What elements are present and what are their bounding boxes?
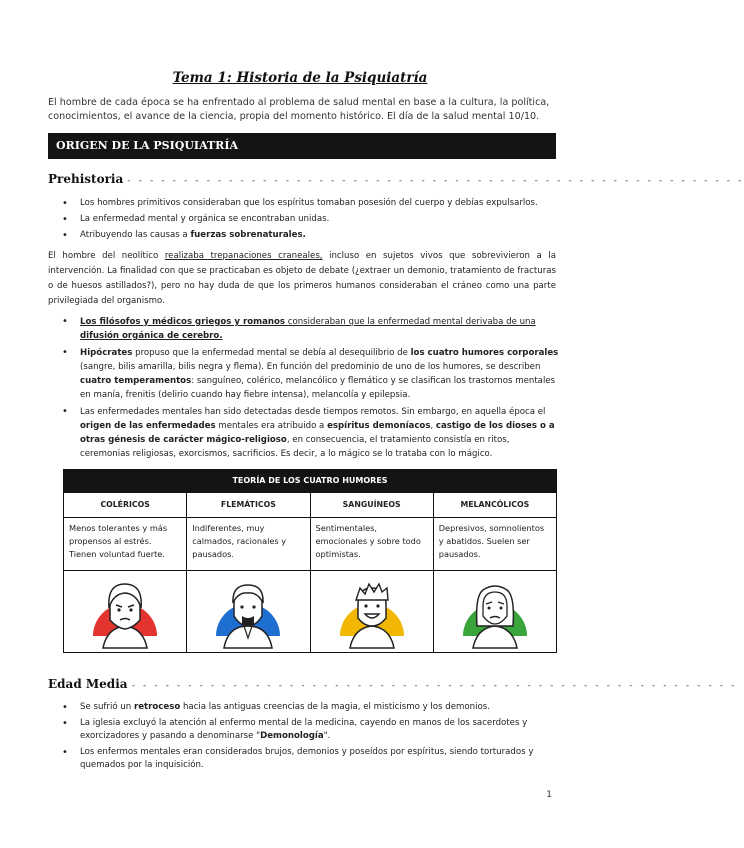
- list-item-text: Las enfermedades mentales han sido detectadas desde tiempos remotos. Sin embargo, en aquella época el: [80, 407, 546, 417]
- list-item: [48, 197, 560, 210]
- column-header: COLÉRICOS: [100, 500, 150, 509]
- list-item: [48, 346, 560, 402]
- list-item-bold: castigo de los dioses o a otras génesis de carácter mágico-religioso: [80, 421, 555, 445]
- list-item-text: , en consecuencia, el tratamiento consistía en ritos, ceremonias religiosas, exorcismos, sacrificios. Es decir, a lo mágico se lo trataba con lo mágico.: [80, 435, 510, 459]
- list-item-bold: retroceso: [133, 702, 181, 712]
- list-item-bold: fuerzas sobrenaturales.: [190, 230, 306, 240]
- prehistoria-heading-text: Prehistoria: [48, 172, 124, 186]
- list-item: [48, 405, 560, 461]
- list-item-text: La enfermedad mental y orgánica se encontraban unidas.: [80, 214, 330, 224]
- para-underlined: realizaba trepanaciones craneales,: [164, 251, 323, 261]
- sad-face-icon: [455, 576, 535, 648]
- table-image-row: [64, 570, 556, 652]
- list-item-text: Los hombres primitivos consideraban que los espíritus tomaban posesión del cuerpo y debías expulsarlos.: [80, 198, 538, 208]
- list-item-bold: espíritus demoníacos: [327, 421, 431, 431]
- column-header: FLEMÁTICOS: [186, 493, 309, 517]
- table-cell: Menos tolerantes y más propensos al estrés. Tienen voluntad fuerte.: [69, 523, 168, 559]
- happy-face-icon: [332, 576, 412, 648]
- list-item-text: propuso que la enfermedad mental se debía al desequilibrio de: [132, 348, 411, 358]
- table-row: [64, 517, 556, 570]
- list-item: [48, 213, 560, 226]
- list-item-bold: los cuatro humores corporales: [410, 348, 559, 358]
- prehistoria-list: [48, 197, 560, 245]
- table-cell: Indiferentes, muy calmados, racionales y pausados.: [186, 518, 309, 570]
- table-title: TEORÍA DE LOS CUATRO HUMORES: [64, 470, 556, 492]
- list-item-text: ,: [430, 421, 436, 431]
- neolitico-paragraph: [48, 249, 556, 309]
- list-item-text: Atribuyendo las causas a: [80, 230, 191, 240]
- list-item-text: (sangre, bilis amarilla, bilis negra y flema). En función del predominio de uno de los humores, se describen: [80, 362, 541, 372]
- edad-media-heading: [48, 677, 737, 691]
- table-cell: [310, 571, 433, 652]
- list-item: [48, 229, 560, 242]
- page-title: Tema 1: Historia de la Psiquiatría: [172, 70, 428, 86]
- table-cell: [433, 571, 556, 652]
- table-header-row: [64, 492, 556, 517]
- dash-rule: - - - - - - - - - - - - - - - - - - - - - - - - - - - - - - - - - - - - - - - - - - - - - - - - - - - - - - -: [127, 176, 744, 186]
- list-item: [48, 701, 560, 714]
- list-item-bold: cuatro temperamentos: [80, 376, 192, 386]
- table-cell: [186, 571, 309, 652]
- column-header: SANGUÍNEOS: [310, 493, 433, 517]
- edad-media-list: [48, 701, 560, 775]
- list-item-bold: Hipócrates: [80, 348, 133, 358]
- list-item-text: Los enfermos mentales eran considerados brujos, demonios y poseídos por espíritus, siendo torturados y quemados por la inquisición.: [80, 747, 534, 770]
- list-item: [48, 315, 560, 343]
- section-heading: ORIGEN DE LA PSIQUIATRÍA: [48, 133, 556, 159]
- list-item-bold: Los filósofos y médicos griegos y romanos: [80, 317, 286, 327]
- angry-face-icon: [85, 576, 165, 648]
- list-item-text: ".: [323, 731, 331, 741]
- griegos-list: [48, 315, 560, 464]
- calm-face-icon: [208, 576, 288, 648]
- list-item: [48, 717, 560, 743]
- list-item-text: Se sufrió un: [80, 702, 134, 712]
- edad-media-heading-text: Edad Media: [48, 677, 128, 691]
- list-item-text: mentales era atribuido a: [215, 421, 328, 431]
- list-item-bold: Demonología: [260, 731, 324, 741]
- list-item-text: hacia las antiguas creencias de la magia, el misticismo y los demonios.: [180, 702, 490, 712]
- table-cell: [64, 571, 186, 652]
- prehistoria-heading: [48, 172, 744, 186]
- dash-rule: - - - - - - - - - - - - - - - - - - - - - - - - - - - - - - - - - - - - - - - - - - - - - - - - - - - - - -: [131, 681, 737, 691]
- list-item-text: consideraban que la enfermedad mental derivaba de una: [285, 317, 536, 327]
- page-number: 1: [546, 790, 552, 800]
- list-item-bold: origen de las enfermedades: [80, 421, 216, 431]
- list-item-bold: difusión orgánica de cerebro.: [80, 331, 223, 341]
- column-header: MELANCÓLICOS: [433, 493, 556, 517]
- intro-paragraph: El hombre de cada época se ha enfrentado al problema de salud mental en base a la cultura, la política, conocimientos, el avance de la ciencia, propia del momento histórico. El día de la salud mental 10/10.: [48, 97, 550, 122]
- para-text: El hombre del neolítico: [48, 251, 165, 261]
- table-cell: Depresivos, somnolientos y abatidos. Suelen ser pausados.: [433, 518, 556, 570]
- list-item-text: La iglesia excluyó la atención al enfermo mental de la medicina, cayendo en manos de los sacerdotes y exorcizadores y pasando a denominarse ": [80, 718, 528, 741]
- table-cell: Sentimentales, emocionales y sobre todo optimistas.: [310, 518, 433, 570]
- humors-table: [63, 469, 557, 653]
- list-item-text: : sanguíneo, colérico, melancólico y flemático y se clasifican los trastornos mentales en manía, frenitis (delirio cuando hay fiebre intensa), melancolía y epilepsia.: [80, 376, 556, 400]
- para-text: incluso en sujetos vivos que sobrevivieron a la intervención. La finalidad con que se practicaban es objeto de debate (¿extraer un demonio, tratamiento de fracturas o de huesos astillados?), pero no hay duda de que los primeros humanos consideraban el cráneo como una parte privilegiada del organismo.: [48, 251, 557, 306]
- list-item: [48, 746, 560, 772]
